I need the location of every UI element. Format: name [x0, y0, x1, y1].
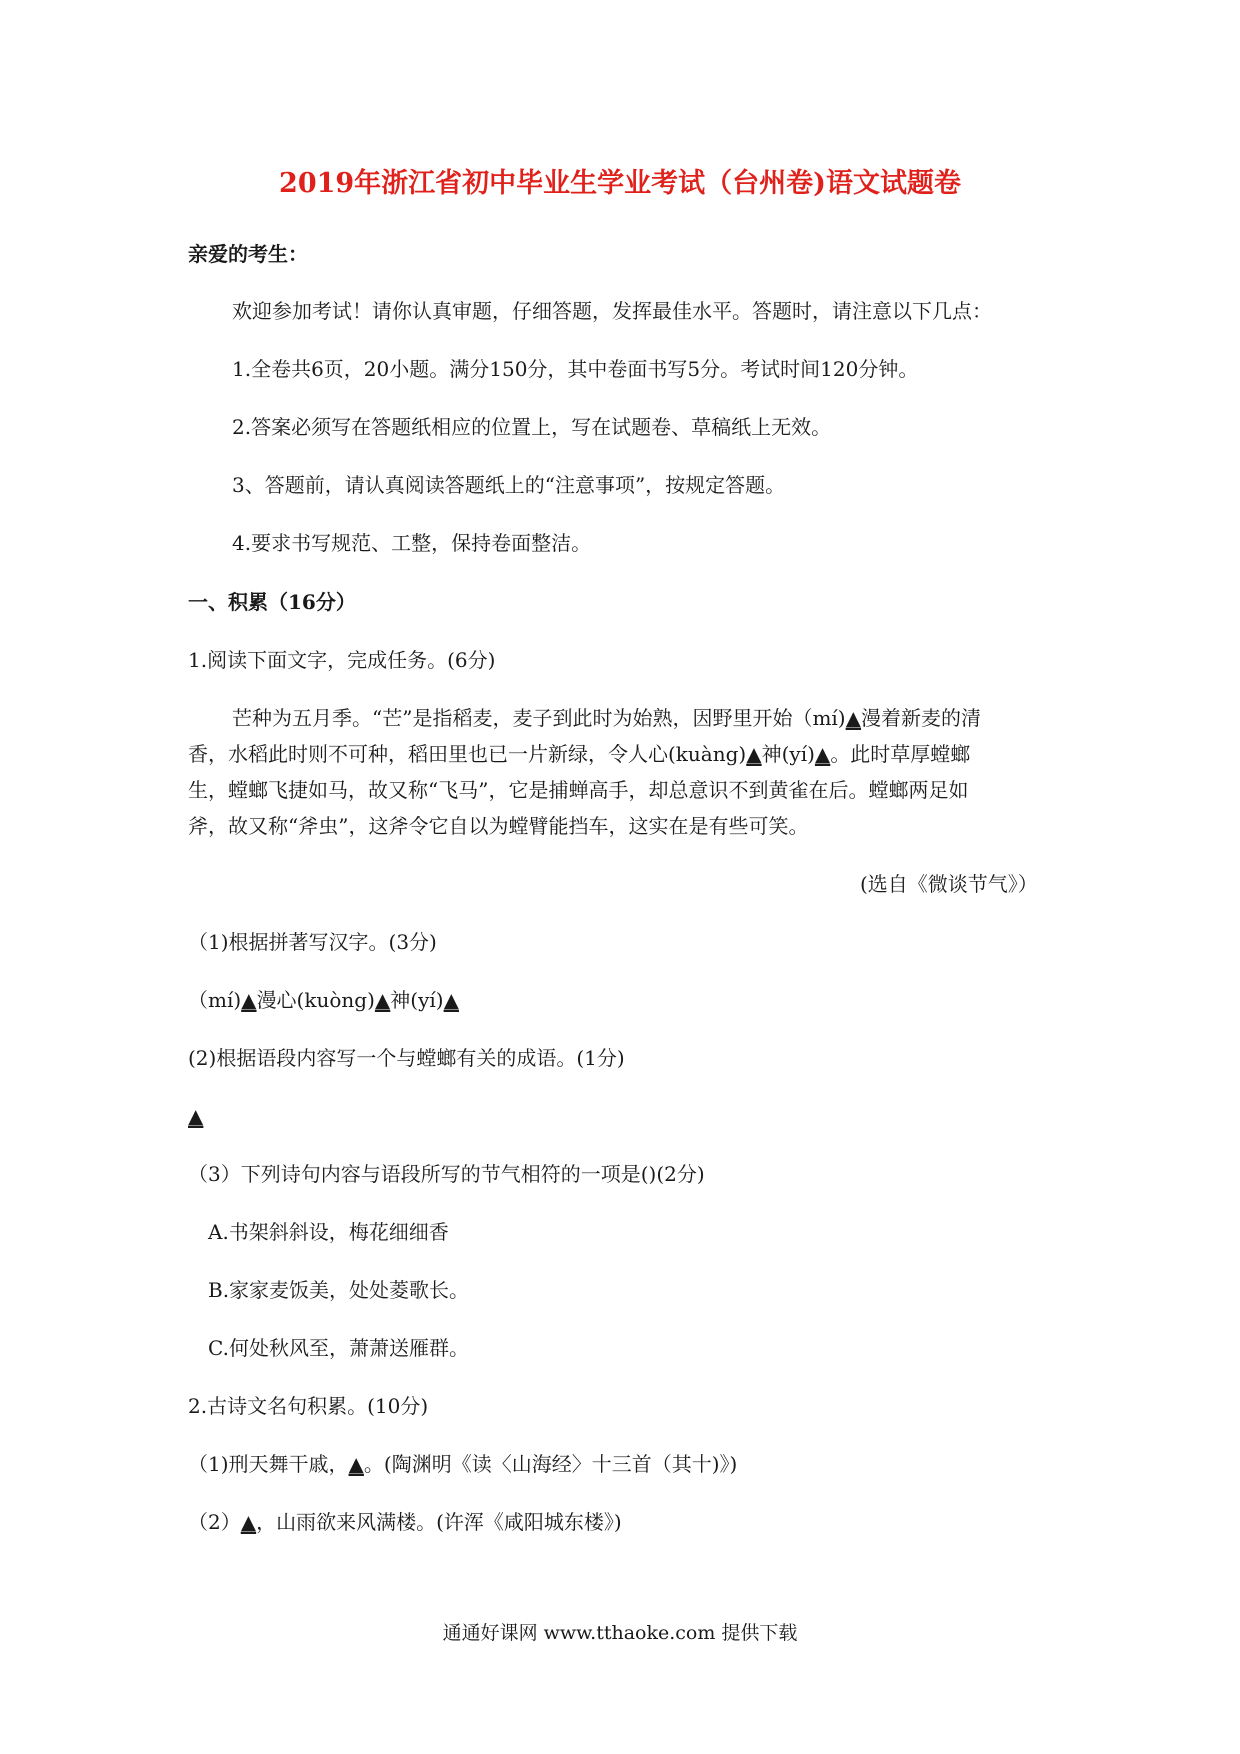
- q1-stem: 1.阅读下面文字，完成任务。(6分): [188, 648, 496, 672]
- answer-blank: ▲: [746, 742, 762, 766]
- pinyin-text: 神(yí): [390, 988, 444, 1012]
- q1-sub3: （3）下列诗句内容与语段所写的节气相符的一项是()(2分): [188, 1162, 705, 1186]
- poem-text: （2）: [188, 1510, 241, 1534]
- passage-text: 。此时草厚螳螂: [830, 742, 971, 766]
- note-3: 3、答题前，请认真阅读答题纸上的“注意事项”，按规定答题。: [232, 473, 786, 497]
- passage-text: 生，螳螂飞捷如马，故又称“飞马”，它是捕蝉高手，却总意识不到黄雀在后。螳螂两足如: [188, 778, 969, 802]
- option-c: C.何处秋风至，萧萧送雁群。: [208, 1336, 469, 1360]
- note-4: 4.要求书写规范、工整，保持卷面整洁。: [232, 531, 592, 555]
- passage-text: 漫着新麦的清: [861, 706, 982, 730]
- answer-blank: ▲: [348, 1452, 364, 1476]
- answer-blank: ▲: [240, 1510, 257, 1534]
- answer-blank: ▲: [241, 988, 257, 1012]
- q2-stem: 2.古诗文名句积累。(10分): [188, 1394, 429, 1418]
- note-1: 1.全卷共6页，20小题。满分150分，其中卷面书写5分。考试时间120分钟。: [232, 357, 919, 381]
- passage-text: 斧，故又称“斧虫”，这斧令它自以为螳臂能挡车，这实在是有些可笑。: [188, 814, 809, 838]
- exam-title: 2019年浙江省初中毕业生学业考试（台州卷)语文试题卷: [279, 168, 961, 199]
- answer-blank: ▲: [188, 1104, 204, 1128]
- passage-text: 香，水稻此时则不可种，稻田里也已一片新绿，令人心(kuàng): [188, 742, 747, 766]
- passage-line-3: [188, 776, 968, 804]
- answer-blank: ▲: [845, 706, 862, 730]
- passage-line-2: [188, 740, 970, 768]
- poem-source: ，山雨欲来风满楼。(许浑《咸阳城东楼》): [256, 1510, 622, 1534]
- answer-blank: ▲: [374, 988, 391, 1012]
- poem-text: （1)刑天舞干戚，: [188, 1452, 349, 1476]
- q1-sub1: （1)根据拼著写汉字。(3分): [188, 930, 437, 954]
- page-footer: 通通好课网 www.tthaoke.com 提供下载: [442, 1622, 798, 1644]
- passage-line-1: [232, 704, 981, 732]
- passage-text: 神(yí): [761, 742, 815, 766]
- answer-blank: ▲: [814, 742, 831, 766]
- pinyin-text: 漫心(kuòng): [256, 988, 375, 1012]
- passage-text: 芒种为五月季。“芒”是指稻麦，麦子到此时为始熟，因野里开始（mí): [232, 706, 846, 730]
- section-heading: 一、积累（16分）: [188, 590, 356, 614]
- option-b: B.家家麦饭美，处处菱歌长。: [208, 1278, 470, 1302]
- q2-item-1: [188, 1450, 737, 1478]
- passage-source: (选自《微谈节气》）: [860, 872, 1038, 896]
- q1-sub1-answers: [188, 986, 459, 1014]
- option-a: A.书架斜斜设，梅花细细香: [208, 1220, 449, 1244]
- poem-source: 。(陶渊明《读〈山海经〉十三首（其十)》): [363, 1452, 738, 1476]
- note-2: 2.答案必须写在答题纸相应的位置上，写在试题卷、草稿纸上无效。: [232, 415, 832, 439]
- greeting: 亲爱的考生：: [188, 242, 308, 266]
- intro-text: 欢迎参加考试！请你认真审题，仔细答题，发挥最佳水平。答题时，请注意以下几点：: [232, 299, 992, 323]
- pinyin-text: （mí): [188, 988, 242, 1012]
- q2-item-2: [188, 1508, 622, 1536]
- answer-blank: ▲: [443, 988, 459, 1012]
- passage-line-4: [188, 812, 808, 840]
- q1-sub2: (2)根据语段内容写一个与螳螂有关的成语。(1分): [188, 1046, 625, 1070]
